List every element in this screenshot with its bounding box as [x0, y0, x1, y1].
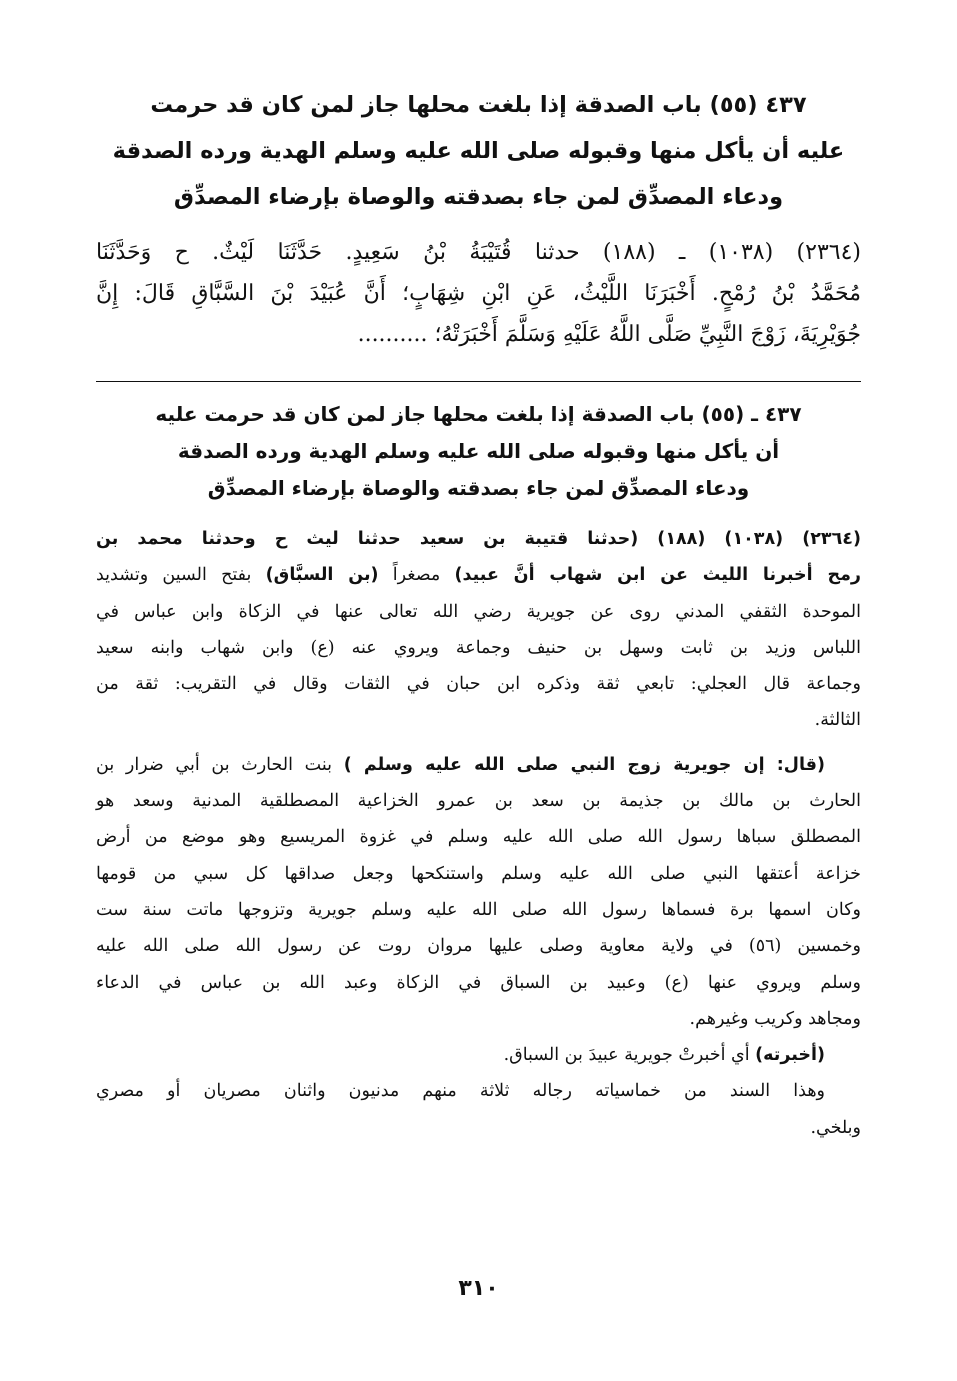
plain-span: أي أخبرتْ جويرية عبيدَ بن السباق.	[503, 1045, 756, 1066]
bold-span: رمح أخبرنا الليث عن ابن شهاب أنَّ عبيد)	[454, 565, 861, 586]
text-line: وبلخي.	[810, 1117, 861, 1138]
commentary-heading-line: أن يأكل منها وقبوله صلى الله عليه وسلم الهدية ورده الصدقة	[177, 439, 780, 463]
text-line: ومجاهد وكريب وغيرهم.	[689, 1008, 861, 1029]
text-line	[96, 747, 861, 783]
chapter-heading-line: ودعاء المصدِّق لمن جاء بصدقته والوصاة بإرضاء المصدِّق	[173, 184, 784, 210]
bold-span: (أخبرته)	[755, 1045, 825, 1066]
text-line	[96, 557, 861, 593]
bold-span: (بن السبَّاق)	[265, 565, 379, 586]
chapter-heading-line: ٤٣٧ (٥٥) باب الصدقة إذا بلغت محلها جاز لمن كان قد حرمت	[150, 92, 807, 118]
chapter-heading-line: عليه أن يأكل منها وقبوله صلى الله عليه وسلم الهدية ورده الصدقة	[112, 138, 845, 164]
text-line: وهذا السند من خماسياته رجاله ثلاثة منهم مدنيون واثنان مصريان أو مصري	[96, 1081, 825, 1102]
text-line: وجماعة قال العجلي: تابعي ثقة وذكره ابن حبان في الثقات وقال في التقريب: ثقة من	[96, 674, 861, 695]
commentary-heading	[96, 396, 861, 507]
text-line: الموحدة الثقفي المدني روى عن جويرية رضي الله تعالى عنها في الزكاة وابن عباس في	[96, 601, 861, 622]
text-line	[96, 1037, 861, 1073]
hadith-text	[96, 232, 861, 355]
plain-span: مصغراً	[378, 565, 455, 586]
chapter-heading	[96, 82, 861, 220]
hadith-line: مُحَمَّدُ بْنُ رُمْحٍ. أَخْبَرَنَا اللَّيْثُ، عَنِ ابْنِ شِهَابٍ؛ أَنَّ عُبَيْدَ بْنَ السَّبَّاقِ قَالَ: إِنَّ	[96, 281, 861, 306]
commentary-paragraph-akhbarathu	[96, 1037, 861, 1073]
book-page	[96, 82, 861, 1381]
text-line: اللباس وزيد بن ثابت وسهل بن حنيف وجماعة ويروي عنه (ع) وابن شهاب وابنه سعيد	[96, 637, 861, 658]
hadith-line: جُوَيْرِيَةَ، زَوْجَ النَّبِيِّ صَلَّى اللَّهُ عَلَيْهِ وَسَلَّمَ أَخْبَرَتْهُ؛ ..........	[357, 322, 861, 347]
text-line: وكان اسمها برة فسماها رسول الله صلى الله عليه وسلم جويرية وتزوجها ماتت سنة ست	[96, 899, 861, 920]
text-line: (٢٣٦٤) (١٠٣٨) (١٨٨) (حدثنا قتيبة بن سعيد حدثنا ليث ح وحدثنا محمد بن	[96, 529, 861, 549]
page-number: ٣١٠	[458, 1276, 499, 1301]
commentary-heading-line: ودعاء المصدِّق لمن جاء بصدقته والوصاة بإرضاء المصدِّق	[207, 476, 750, 500]
hadith-line: (٢٣٦٤) (١٠٣٨) ـ (١٨٨) حدثنا قُتَيْبَةُ بْنُ سَعِيدٍ. حَدَّثَنَا لَيْثٌ. ح وَحَدَّثَنَا	[96, 240, 861, 265]
text-line: خزاعة أعتقها النبي صلى الله عليه وسلم واستنكحها وجعل صداقها كل سبي من قومها	[96, 863, 861, 884]
commentary-paragraph-juwayriya	[96, 747, 861, 1037]
section-divider	[96, 381, 861, 382]
text-line: الثالثة.	[814, 710, 861, 731]
commentary-heading-line: ٤٣٧ ـ (٥٥) باب الصدقة إذا بلغت محلها جاز لمن كان قد حرمت عليه	[155, 402, 802, 426]
plain-span: بفتح السين وتشديد	[96, 565, 266, 586]
commentary-paragraph-sanad	[96, 1073, 861, 1146]
text-line: الحارث بن مالك بن جذيمة بن سعد بن عمرو الخزاعية المصطلقية المدنية وسعد هو	[96, 791, 861, 812]
text-line: المصطلق سباها رسول الله صلى الله عليه وسلم في غزوة المريسيع وهو موضع من أرض	[96, 827, 861, 848]
plain-span: بنت الحارث بن أبي ضرار بن	[96, 754, 344, 775]
bold-span: (قال: إن جويرية زوج النبي صلى الله عليه وسلم )	[343, 754, 825, 775]
text-line: وسلم ويروي عنها (ع) وعبيد بن السباق في الزكاة وعبد الله بن عباس في الدعاء	[96, 972, 861, 993]
text-line: وخمسين (٥٦) في ولاية معاوية وصلى عليها مروان روت عن رسول الله صلى الله عليه	[96, 936, 861, 957]
commentary-paragraph-isnad	[96, 521, 861, 739]
